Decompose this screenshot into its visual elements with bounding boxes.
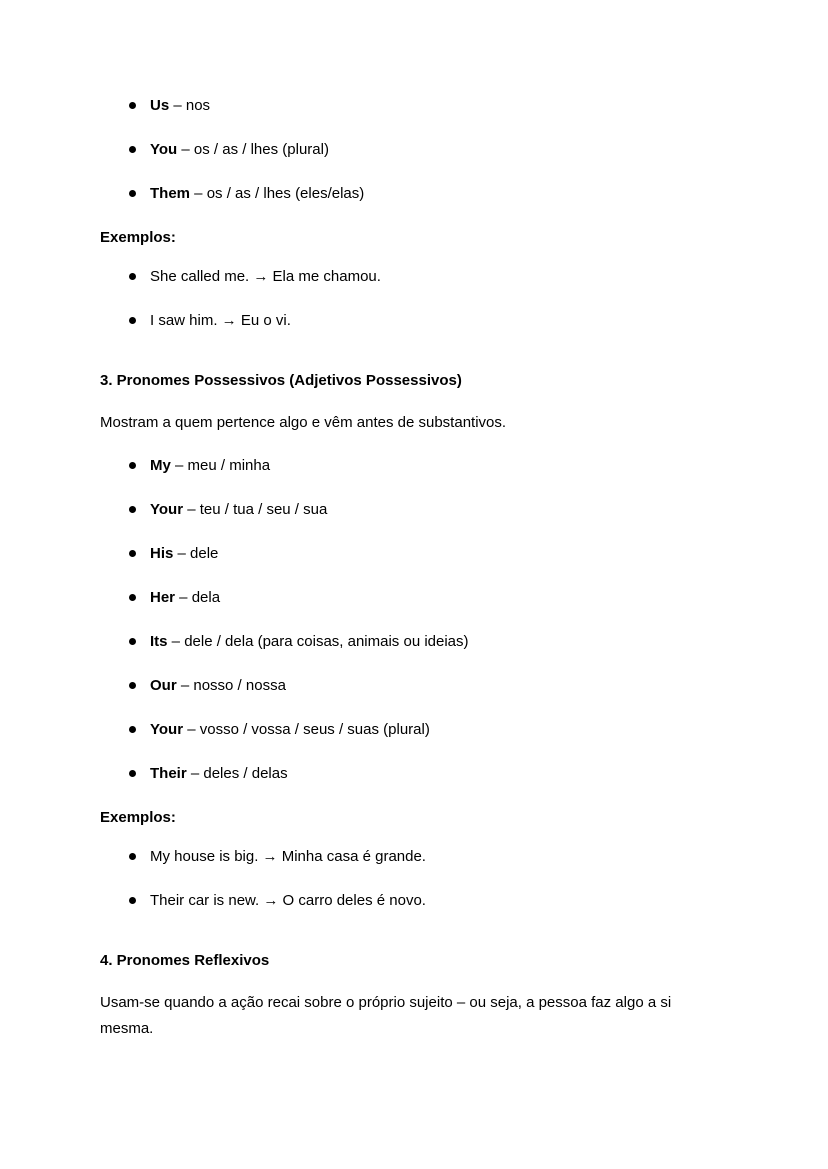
term-bold: Our	[150, 677, 177, 694]
list-item-text	[150, 589, 220, 606]
list-item-text	[150, 848, 426, 865]
term-definition: – teu / tua / seu / sua	[183, 501, 328, 518]
term-bold: Your	[150, 721, 184, 738]
term-definition: – nosso / nossa	[176, 677, 286, 694]
list-item	[150, 632, 728, 651]
list-item-text	[150, 633, 469, 650]
list-item	[150, 891, 728, 910]
list-item-text	[150, 268, 381, 285]
list-item-text	[150, 185, 364, 202]
term-definition: I saw him. → Eu o vi.	[150, 312, 291, 329]
bullet-icon	[129, 273, 136, 280]
bullet-icon	[129, 190, 136, 197]
term-definition: She called me. → Ela me chamou.	[150, 268, 381, 285]
list-item	[150, 588, 728, 607]
term-definition: – os / as / lhes (eles/elas)	[190, 185, 365, 202]
bullet-list	[100, 267, 728, 330]
list-item	[150, 267, 728, 286]
term-definition: – dele / dela (para coisas, animais ou ideias)	[167, 633, 469, 650]
list-item-text	[150, 312, 291, 329]
list-item-text	[150, 97, 210, 114]
term-definition: – dele	[173, 545, 219, 562]
term-bold: My	[150, 457, 171, 474]
list-item-text	[150, 141, 329, 158]
term-definition: – dela	[175, 589, 221, 606]
section-heading: 4. Pronomes Reflexivos	[100, 952, 270, 969]
bullet-icon	[129, 853, 136, 860]
term-bold: Us	[150, 97, 170, 114]
term-bold: Them	[150, 185, 191, 202]
term-bold: Her	[150, 589, 176, 606]
list-item	[150, 184, 728, 203]
bullet-icon	[129, 102, 136, 109]
bullet-icon	[129, 146, 136, 153]
term-bold: Their	[150, 765, 187, 782]
paragraph: Mostram a quem pertence algo e vêm antes de substantivos.	[100, 414, 507, 431]
list-item-text	[150, 721, 430, 738]
bullet-list	[100, 847, 728, 910]
term-definition: My house is big. → Minha casa é grande.	[150, 848, 426, 865]
bullet-list	[100, 96, 728, 203]
term-definition: Their car is new. → O carro deles é novo.	[150, 892, 426, 909]
list-item	[150, 847, 728, 866]
term-bold: His	[150, 545, 174, 562]
section-heading: 3. Pronomes Possessivos (Adjetivos Possessivos)	[100, 372, 462, 389]
bullet-icon	[129, 594, 136, 601]
term-bold: Your	[150, 501, 184, 518]
list-item-text	[150, 457, 270, 474]
document-content	[100, 96, 728, 1042]
list-item	[150, 96, 728, 115]
bullet-icon	[129, 638, 136, 645]
list-item	[150, 764, 728, 783]
bullet-icon	[129, 682, 136, 689]
bullet-icon	[129, 770, 136, 777]
bullet-icon	[129, 506, 136, 513]
subheading: Exemplos:	[100, 809, 176, 826]
bullet-icon	[129, 317, 136, 324]
list-item	[150, 720, 728, 739]
subheading: Exemplos:	[100, 229, 176, 246]
list-item	[150, 676, 728, 695]
bullet-icon	[129, 550, 136, 557]
bullet-icon	[129, 462, 136, 469]
bullet-list	[100, 456, 728, 783]
list-item	[150, 544, 728, 563]
paragraph: Usam-se quando a ação recai sobre o próprio sujeito – ou seja, a pessoa faz algo a si mesma.	[100, 994, 672, 1037]
bullet-icon	[129, 726, 136, 733]
list-item-text	[150, 765, 288, 782]
term-definition: – vosso / vossa / seus / suas (plural)	[183, 721, 430, 738]
term-bold: Its	[150, 633, 168, 650]
list-item	[150, 140, 728, 159]
list-item	[150, 311, 728, 330]
list-item-text	[150, 892, 426, 909]
list-item	[150, 500, 728, 519]
term-definition: – os / as / lhes (plural)	[177, 141, 329, 158]
list-item-text	[150, 501, 327, 518]
list-item-text	[150, 545, 218, 562]
term-bold: You	[150, 141, 178, 158]
term-definition: – nos	[169, 97, 211, 114]
list-item	[150, 456, 728, 475]
list-item-text	[150, 677, 286, 694]
term-definition: – deles / delas	[186, 765, 288, 782]
term-definition: – meu / minha	[170, 457, 271, 474]
bullet-icon	[129, 897, 136, 904]
